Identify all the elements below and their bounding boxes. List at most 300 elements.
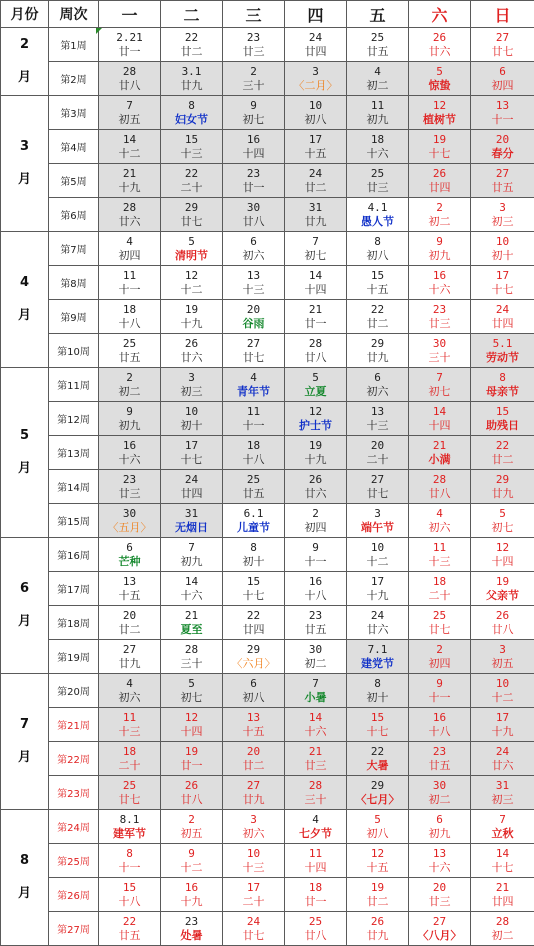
- solar-date: 16: [433, 711, 446, 725]
- day-header-wed: 三: [223, 1, 285, 28]
- lunar-date: 廿三: [367, 181, 389, 195]
- lunar-date: 廿三: [429, 895, 451, 909]
- day-cell: [285, 266, 347, 300]
- solar-date: 24: [496, 303, 509, 317]
- day-cell: [471, 912, 534, 946]
- lunar-date: 廿四: [305, 45, 327, 59]
- lunar-date: 廿四: [243, 623, 265, 637]
- day-cell: [409, 844, 471, 878]
- lunar-date: 初七: [181, 691, 203, 705]
- solar-date: 3: [499, 643, 506, 657]
- festival-label: 愚人节: [361, 215, 394, 229]
- lunar-date: 廿五: [119, 929, 141, 943]
- solar-date: 20: [247, 303, 260, 317]
- lunar-date: 廿三: [243, 45, 265, 59]
- lunar-date: 廿一: [305, 317, 327, 331]
- week-row: [1, 844, 534, 878]
- lunar-date: 初六: [367, 385, 389, 399]
- solar-date: 7: [188, 541, 195, 555]
- lunar-date: 十九: [367, 589, 389, 603]
- solar-date: 20: [371, 439, 384, 453]
- day-cell: [223, 28, 285, 62]
- lunar-date: 初五: [181, 827, 203, 841]
- lunar-date: 初九: [181, 555, 203, 569]
- day-cell: [347, 62, 409, 96]
- solar-date: 10: [247, 847, 260, 861]
- solar-date: 5: [374, 813, 381, 827]
- lunar-date: 廿二: [181, 45, 203, 59]
- day-cell: [223, 96, 285, 130]
- solar-date: 3.1: [182, 65, 202, 79]
- lunar-date: 廿七: [181, 215, 203, 229]
- day-cell: [285, 470, 347, 504]
- lunar-date: 廿六: [181, 351, 203, 365]
- day-cell: [99, 402, 161, 436]
- solar-date: 16: [433, 269, 446, 283]
- lunar-date: 廿三: [119, 487, 141, 501]
- lunar-date: 十四: [305, 283, 327, 297]
- solar-date: 18: [123, 303, 136, 317]
- solar-date: 26: [433, 167, 446, 181]
- solar-date: 10: [371, 541, 384, 555]
- lunar-date: 廿一: [181, 759, 203, 773]
- day-cell: [99, 436, 161, 470]
- week-row: [1, 640, 534, 674]
- solar-date: 3: [188, 371, 195, 385]
- solar-date: 16: [123, 439, 136, 453]
- festival-label: 〈五月〉: [108, 521, 152, 535]
- day-cell: [471, 334, 534, 368]
- solar-date: 8: [374, 235, 381, 249]
- day-cell: [471, 368, 534, 402]
- solar-date: 15: [123, 881, 136, 895]
- solar-date: 18: [371, 133, 384, 147]
- day-cell: [223, 266, 285, 300]
- festival-label: 立夏: [305, 385, 327, 399]
- lunar-date: 廿七: [119, 793, 141, 807]
- solar-date: 2: [436, 201, 443, 215]
- festival-label: 青年节: [237, 385, 270, 399]
- solar-date: 8: [188, 99, 195, 113]
- day-cell: [409, 708, 471, 742]
- solar-date: 8: [126, 847, 133, 861]
- day-cell: [99, 912, 161, 946]
- solar-date: 10: [496, 235, 509, 249]
- month-label: 3 月: [1, 96, 49, 232]
- solar-date: 7: [499, 813, 506, 827]
- solar-date: 31: [496, 779, 509, 793]
- solar-date: 25: [433, 609, 446, 623]
- day-cell: [409, 538, 471, 572]
- day-cell: [471, 436, 534, 470]
- day-cell: [223, 640, 285, 674]
- lunar-date: 廿六: [492, 759, 514, 773]
- solar-date: 19: [185, 745, 198, 759]
- solar-date: 12: [433, 99, 446, 113]
- month-label: 7 月: [1, 674, 49, 810]
- day-cell: [409, 504, 471, 538]
- day-cell: [347, 402, 409, 436]
- day-cell: [471, 810, 534, 844]
- lunar-date: 廿七: [243, 929, 265, 943]
- day-header-fri: 五: [347, 1, 409, 28]
- solar-date: 11: [247, 405, 260, 419]
- day-cell: [99, 776, 161, 810]
- solar-date: 15: [371, 711, 384, 725]
- week-number: 第1周: [49, 28, 99, 62]
- day-cell: [161, 708, 223, 742]
- day-cell: [161, 368, 223, 402]
- lunar-date: 十四: [429, 419, 451, 433]
- day-cell: [409, 164, 471, 198]
- day-cell: [409, 878, 471, 912]
- day-cell: [161, 504, 223, 538]
- week-row: [1, 402, 534, 436]
- lunar-date: 廿七: [492, 45, 514, 59]
- lunar-date: 初七: [243, 113, 265, 127]
- day-cell: [285, 368, 347, 402]
- lunar-date: 初九: [429, 249, 451, 263]
- lunar-date: 初四: [305, 521, 327, 535]
- day-cell: [99, 368, 161, 402]
- day-cell: [161, 300, 223, 334]
- lunar-date: 廿七: [429, 623, 451, 637]
- day-cell: [223, 164, 285, 198]
- solar-date: 3: [499, 201, 506, 215]
- solar-date: 27: [433, 915, 446, 929]
- day-cell: [409, 300, 471, 334]
- day-cell: [99, 96, 161, 130]
- day-cell: [347, 96, 409, 130]
- lunar-date: 廿八: [119, 79, 141, 93]
- solar-date: 19: [496, 575, 509, 589]
- week-number: 第22周: [49, 742, 99, 776]
- week-number: 第25周: [49, 844, 99, 878]
- day-cell: [471, 470, 534, 504]
- solar-date: 23: [247, 167, 260, 181]
- solar-date: 13: [371, 405, 384, 419]
- lunar-date: 初三: [492, 793, 514, 807]
- lunar-date: 廿四: [492, 895, 514, 909]
- festival-label: 母亲节: [486, 385, 519, 399]
- solar-date: 21: [123, 167, 136, 181]
- lunar-date: 十二: [181, 283, 203, 297]
- solar-date: 23: [185, 915, 198, 929]
- solar-date: 25: [247, 473, 260, 487]
- day-cell: [409, 606, 471, 640]
- day-cell: [471, 674, 534, 708]
- solar-date: 13: [123, 575, 136, 589]
- solar-date: 25: [371, 31, 384, 45]
- solar-date: 20: [123, 609, 136, 623]
- day-cell: [99, 130, 161, 164]
- day-cell: [161, 674, 223, 708]
- week-number: 第13周: [49, 436, 99, 470]
- day-cell: [285, 402, 347, 436]
- week-number: 第9周: [49, 300, 99, 334]
- solar-date: 9: [436, 677, 443, 691]
- solar-date: 18: [433, 575, 446, 589]
- week-number: 第15周: [49, 504, 99, 538]
- festival-label: 端午节: [361, 521, 394, 535]
- solar-date: 4.1: [368, 201, 388, 215]
- week-number: 第17周: [49, 572, 99, 606]
- day-cell: [285, 232, 347, 266]
- day-cell: [285, 708, 347, 742]
- lunar-date: 十四: [181, 725, 203, 739]
- lunar-date: 廿九: [305, 215, 327, 229]
- day-cell: [409, 368, 471, 402]
- day-cell: [285, 96, 347, 130]
- solar-date: 27: [247, 337, 260, 351]
- lunar-date: 十七: [367, 725, 389, 739]
- lunar-date: 十七: [429, 147, 451, 161]
- lunar-date: 十六: [305, 725, 327, 739]
- week-number: 第11周: [49, 368, 99, 402]
- month-label: 8 月: [1, 810, 49, 946]
- day-cell: [347, 606, 409, 640]
- festival-label: 父亲节: [486, 589, 519, 603]
- week-number: 第7周: [49, 232, 99, 266]
- lunar-date: 十四: [492, 555, 514, 569]
- lunar-date: 十八: [119, 895, 141, 909]
- week-row: [1, 878, 534, 912]
- solar-date: 2: [436, 643, 443, 657]
- solar-date: 2: [126, 371, 133, 385]
- day-cell: [161, 538, 223, 572]
- solar-date: 4: [126, 677, 133, 691]
- solar-date: 24: [309, 167, 322, 181]
- day-cell: [285, 130, 347, 164]
- lunar-date: 廿一: [243, 181, 265, 195]
- lunar-date: 廿一: [305, 895, 327, 909]
- week-number: 第26周: [49, 878, 99, 912]
- festival-label: 〈七月〉: [356, 793, 400, 807]
- solar-date: 11: [123, 711, 136, 725]
- solar-date: 12: [371, 847, 384, 861]
- lunar-date: 十三: [243, 861, 265, 875]
- lunar-date: 初七: [305, 249, 327, 263]
- lunar-date: 初六: [119, 691, 141, 705]
- lunar-date: 十九: [305, 453, 327, 467]
- solar-date: 18: [123, 745, 136, 759]
- solar-date: 7.1: [368, 643, 388, 657]
- festival-label: 无烟日: [175, 521, 208, 535]
- lunar-date: 十三: [243, 283, 265, 297]
- lunar-date: 廿二: [492, 453, 514, 467]
- lunar-date: 廿二: [119, 623, 141, 637]
- day-cell: [471, 266, 534, 300]
- week-number: 第24周: [49, 810, 99, 844]
- solar-date: 6: [499, 65, 506, 79]
- solar-date: 10: [496, 677, 509, 691]
- day-cell: [99, 878, 161, 912]
- solar-date: 23: [433, 303, 446, 317]
- lunar-date: 初六: [243, 827, 265, 841]
- lunar-date: 十三: [429, 555, 451, 569]
- day-cell: [99, 232, 161, 266]
- lunar-date: 十七: [492, 283, 514, 297]
- lunar-date: 初八: [367, 249, 389, 263]
- day-cell: [161, 640, 223, 674]
- solar-date: 16: [185, 881, 198, 895]
- lunar-date: 廿九: [367, 929, 389, 943]
- solar-date: 28: [123, 65, 136, 79]
- day-cell: [347, 708, 409, 742]
- day-cell: [99, 674, 161, 708]
- day-cell: [223, 198, 285, 232]
- day-cell: [161, 912, 223, 946]
- solar-date: 15: [496, 405, 509, 419]
- solar-date: 30: [247, 201, 260, 215]
- solar-date: 26: [309, 473, 322, 487]
- solar-date: 13: [433, 847, 446, 861]
- day-cell: [223, 572, 285, 606]
- solar-date: 28: [123, 201, 136, 215]
- lunar-date: 三十: [243, 79, 265, 93]
- lunar-date: 廿六: [367, 623, 389, 637]
- day-cell: [409, 130, 471, 164]
- day-cell: [99, 606, 161, 640]
- day-cell: [471, 606, 534, 640]
- week-row: [1, 300, 534, 334]
- lunar-date: 廿七: [367, 487, 389, 501]
- solar-date: 28: [496, 915, 509, 929]
- festival-label: 春分: [492, 147, 514, 161]
- day-cell: [161, 436, 223, 470]
- solar-date: 19: [309, 439, 322, 453]
- day-cell: [409, 96, 471, 130]
- lunar-date: 十七: [492, 861, 514, 875]
- week-row: [1, 606, 534, 640]
- day-cell: [409, 776, 471, 810]
- week-row: [1, 198, 534, 232]
- day-cell: [471, 62, 534, 96]
- day-cell: [161, 572, 223, 606]
- festival-label: 惊蛰: [429, 79, 451, 93]
- week-row: [1, 266, 534, 300]
- festival-label: 妇女节: [175, 113, 208, 127]
- lunar-date: 十三: [367, 419, 389, 433]
- solar-date: 21: [185, 609, 198, 623]
- solar-date: 3: [312, 65, 319, 79]
- solar-date: 29: [371, 779, 384, 793]
- lunar-date: 十九: [181, 317, 203, 331]
- festival-label: 护士节: [299, 419, 332, 433]
- solar-date: 30: [309, 643, 322, 657]
- lunar-date: 初四: [492, 79, 514, 93]
- lunar-date: 廿八: [305, 929, 327, 943]
- lunar-date: 廿九: [119, 657, 141, 671]
- lunar-date: 初十: [243, 555, 265, 569]
- lunar-date: 廿三: [305, 759, 327, 773]
- week-row: [1, 742, 534, 776]
- lunar-date: 廿八: [181, 793, 203, 807]
- day-header-thu: 四: [285, 1, 347, 28]
- festival-label: 〈六月〉: [232, 657, 276, 671]
- lunar-date: 十八: [429, 725, 451, 739]
- solar-date: 2: [250, 65, 257, 79]
- lunar-date: 二十: [181, 181, 203, 195]
- day-cell: [223, 334, 285, 368]
- day-cell: [161, 606, 223, 640]
- solar-date: 14: [309, 269, 322, 283]
- lunar-date: 十五: [119, 589, 141, 603]
- festival-label: 〈八月〉: [418, 929, 462, 943]
- day-cell: [471, 28, 534, 62]
- solar-date: 15: [371, 269, 384, 283]
- solar-date: 23: [123, 473, 136, 487]
- week-number: 第21周: [49, 708, 99, 742]
- day-cell: [99, 198, 161, 232]
- solar-date: 21: [309, 303, 322, 317]
- festival-label: 小暑: [305, 691, 327, 705]
- day-cell: [347, 640, 409, 674]
- day-cell: [161, 96, 223, 130]
- solar-date: 17: [496, 711, 509, 725]
- lunar-date: 廿五: [492, 181, 514, 195]
- lunar-date: 十四: [305, 861, 327, 875]
- solar-date: 24: [309, 31, 322, 45]
- day-cell: [99, 164, 161, 198]
- solar-date: 6: [436, 813, 443, 827]
- lunar-date: 初六: [243, 249, 265, 263]
- solar-date: 31: [185, 507, 198, 521]
- lunar-date: 十六: [429, 861, 451, 875]
- day-cell: [471, 572, 534, 606]
- day-cell: [161, 402, 223, 436]
- day-cell: [161, 844, 223, 878]
- day-cell: [223, 504, 285, 538]
- solar-date: 17: [309, 133, 322, 147]
- solar-date: 21: [433, 439, 446, 453]
- solar-date: 14: [496, 847, 509, 861]
- solar-date: 20: [496, 133, 509, 147]
- solar-date: 12: [185, 269, 198, 283]
- solar-date: 3: [250, 813, 257, 827]
- day-cell: [347, 776, 409, 810]
- solar-date: 20: [433, 881, 446, 895]
- lunar-date: 十九: [492, 725, 514, 739]
- festival-label: 立秋: [492, 827, 514, 841]
- solar-date: 25: [123, 779, 136, 793]
- day-cell: [409, 334, 471, 368]
- day-cell: [347, 742, 409, 776]
- day-cell: [347, 28, 409, 62]
- solar-date: 12: [309, 405, 322, 419]
- day-cell: [99, 742, 161, 776]
- solar-date: 7: [436, 371, 443, 385]
- solar-date: 12: [496, 541, 509, 555]
- lunar-date: 十五: [367, 861, 389, 875]
- day-cell: [285, 640, 347, 674]
- lunar-date: 廿六: [305, 487, 327, 501]
- lunar-date: 十六: [367, 147, 389, 161]
- lunar-date: 廿六: [429, 45, 451, 59]
- day-cell: [347, 878, 409, 912]
- day-cell: [347, 504, 409, 538]
- day-cell: [285, 674, 347, 708]
- festival-label: 小满: [429, 453, 451, 467]
- solar-date: 23: [309, 609, 322, 623]
- week-number: 第2周: [49, 62, 99, 96]
- solar-date: 5: [436, 65, 443, 79]
- festival-label: 处暑: [181, 929, 203, 943]
- week-number: 第8周: [49, 266, 99, 300]
- lunar-date: 十五: [367, 283, 389, 297]
- day-cell: [223, 810, 285, 844]
- lunar-date: 初七: [429, 385, 451, 399]
